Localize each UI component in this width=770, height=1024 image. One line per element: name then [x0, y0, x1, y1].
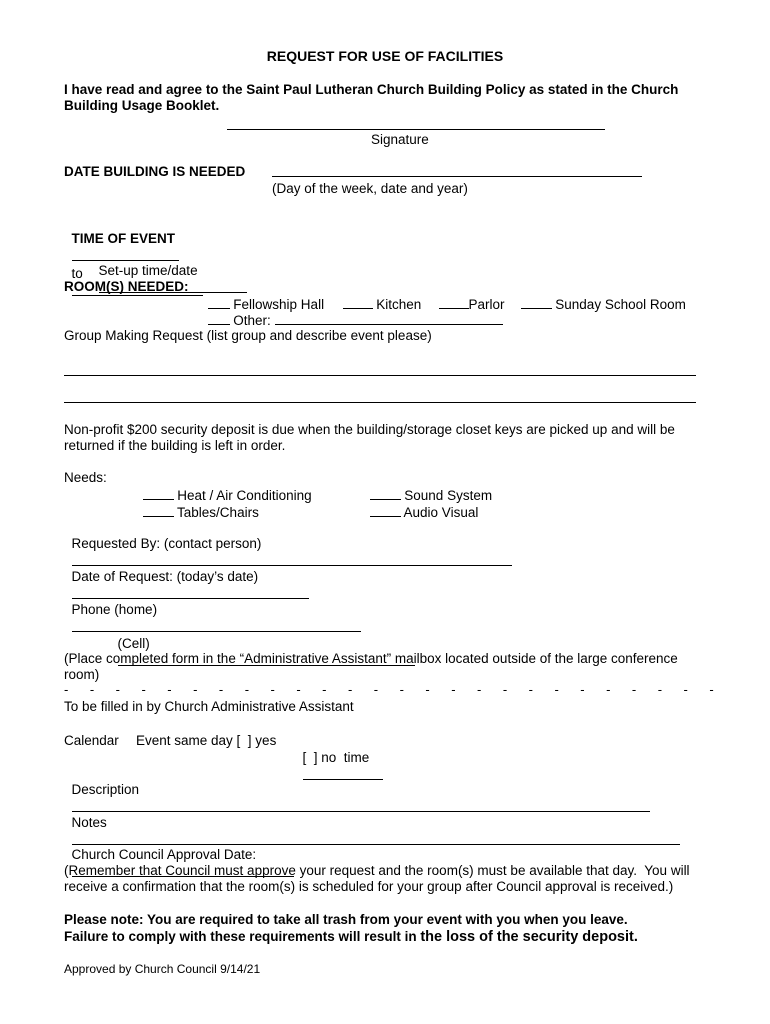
room-other-field[interactable]: [275, 311, 503, 325]
need-av-blank[interactable]: [370, 503, 401, 517]
date-needed-field[interactable]: [272, 163, 642, 181]
description-label: Description: [71, 782, 140, 797]
room-fellowship-label: Fellowship Hall: [233, 297, 325, 312]
group-description-line1[interactable]: [64, 362, 696, 380]
need-tables[interactable]: [135, 486, 259, 521]
signature-label: Signature: [371, 132, 429, 147]
group-description-line2[interactable]: [64, 389, 696, 407]
requested-by-label: Requested By: (contact person): [71, 536, 262, 551]
approved-by-footer: Approved by Church Council 9/14/21: [64, 962, 261, 976]
need-tables-blank[interactable]: [143, 503, 174, 517]
rooms-label: ROOM(S) NEEDED:: [64, 279, 189, 294]
deposit-line2: returned if the building is left in order.: [64, 438, 286, 453]
time-of-event-label: TIME OF EVENT: [71, 231, 176, 246]
form-title: REQUEST FOR USE OF FACILITIES: [266, 48, 504, 64]
date-needed-hint: (Day of the week, date and year): [272, 181, 468, 196]
to-label: to: [71, 266, 83, 281]
trash-note-line2-b: the loss of the security deposit.: [420, 929, 638, 945]
calendar-label: Calendar: [64, 733, 119, 748]
need-sound-label: Sound System: [404, 488, 493, 503]
notes-label: Notes: [71, 815, 107, 830]
date-of-request-label: Date of Request: (today’s date): [71, 569, 259, 584]
place-form-line1: (Place completed form in the “Administrative Assistant” mailbox located outside of the large conference: [64, 651, 678, 666]
need-av-label: Audio Visual: [403, 505, 479, 520]
trash-note-line2: [64, 928, 638, 946]
event-same-day-yes[interactable]: Event same day [ ] yes: [136, 733, 277, 748]
needs-label: Needs:: [64, 470, 107, 485]
room-other-label: Other:: [233, 313, 271, 328]
room-sunday-school-label: Sunday School Room: [555, 297, 686, 312]
room-kitchen-label: Kitchen: [376, 297, 422, 312]
trash-note-line2-a: Failure to comply with these requirements will result in: [64, 929, 421, 944]
phone-home-label: Phone (home): [71, 602, 158, 617]
room-other-blank[interactable]: [208, 311, 230, 325]
remember-line1: (Remember that Council must approve your request and the room(s) must be available that day. You will: [64, 863, 690, 878]
trash-note-line1: Please note: You are required to take all trash from your event with you when you leave.: [64, 912, 628, 927]
policy-statement-line1: I have read and agree to the Saint Paul Lutheran Church Building Policy as stated in the Church: [64, 82, 679, 97]
phone-cell-label: (Cell): [117, 636, 150, 651]
no-time-label[interactable]: [ ] no time: [302, 750, 370, 765]
room-sunday-school-blank[interactable]: [521, 295, 552, 309]
room-parlor-label: Parlor: [468, 297, 505, 312]
policy-statement-line2: Building Usage Booklet.: [64, 98, 220, 113]
council-date-label: Church Council Approval Date:: [71, 847, 257, 862]
group-request-label: Group Making Request (list group and describe event please): [64, 328, 432, 343]
setup-label: Set-up time/date: [98, 263, 198, 278]
room-option-other[interactable]: [200, 294, 503, 329]
remember-line2: receive a confirmation that the room(s) is scheduled for your group after Council approval is received.): [64, 879, 674, 894]
cut-line-divider: - - - - - - - - - - - - - - - - - - - - - - - - - -: [64, 682, 714, 697]
need-tables-label: Tables/Chairs: [177, 505, 259, 520]
admin-section-label: To be filled in by Church Administrative Assistant: [64, 699, 354, 714]
deposit-line1: Non-profit $200 security deposit is due when the building/storage closet keys are picked up and will be: [64, 422, 675, 437]
date-needed-label: DATE BUILDING IS NEEDED: [64, 164, 246, 179]
place-form-line2: room): [64, 667, 100, 682]
need-hvac-label: Heat / Air Conditioning: [177, 488, 312, 503]
room-option-sunday-school[interactable]: [513, 278, 686, 313]
need-av[interactable]: [362, 486, 478, 521]
